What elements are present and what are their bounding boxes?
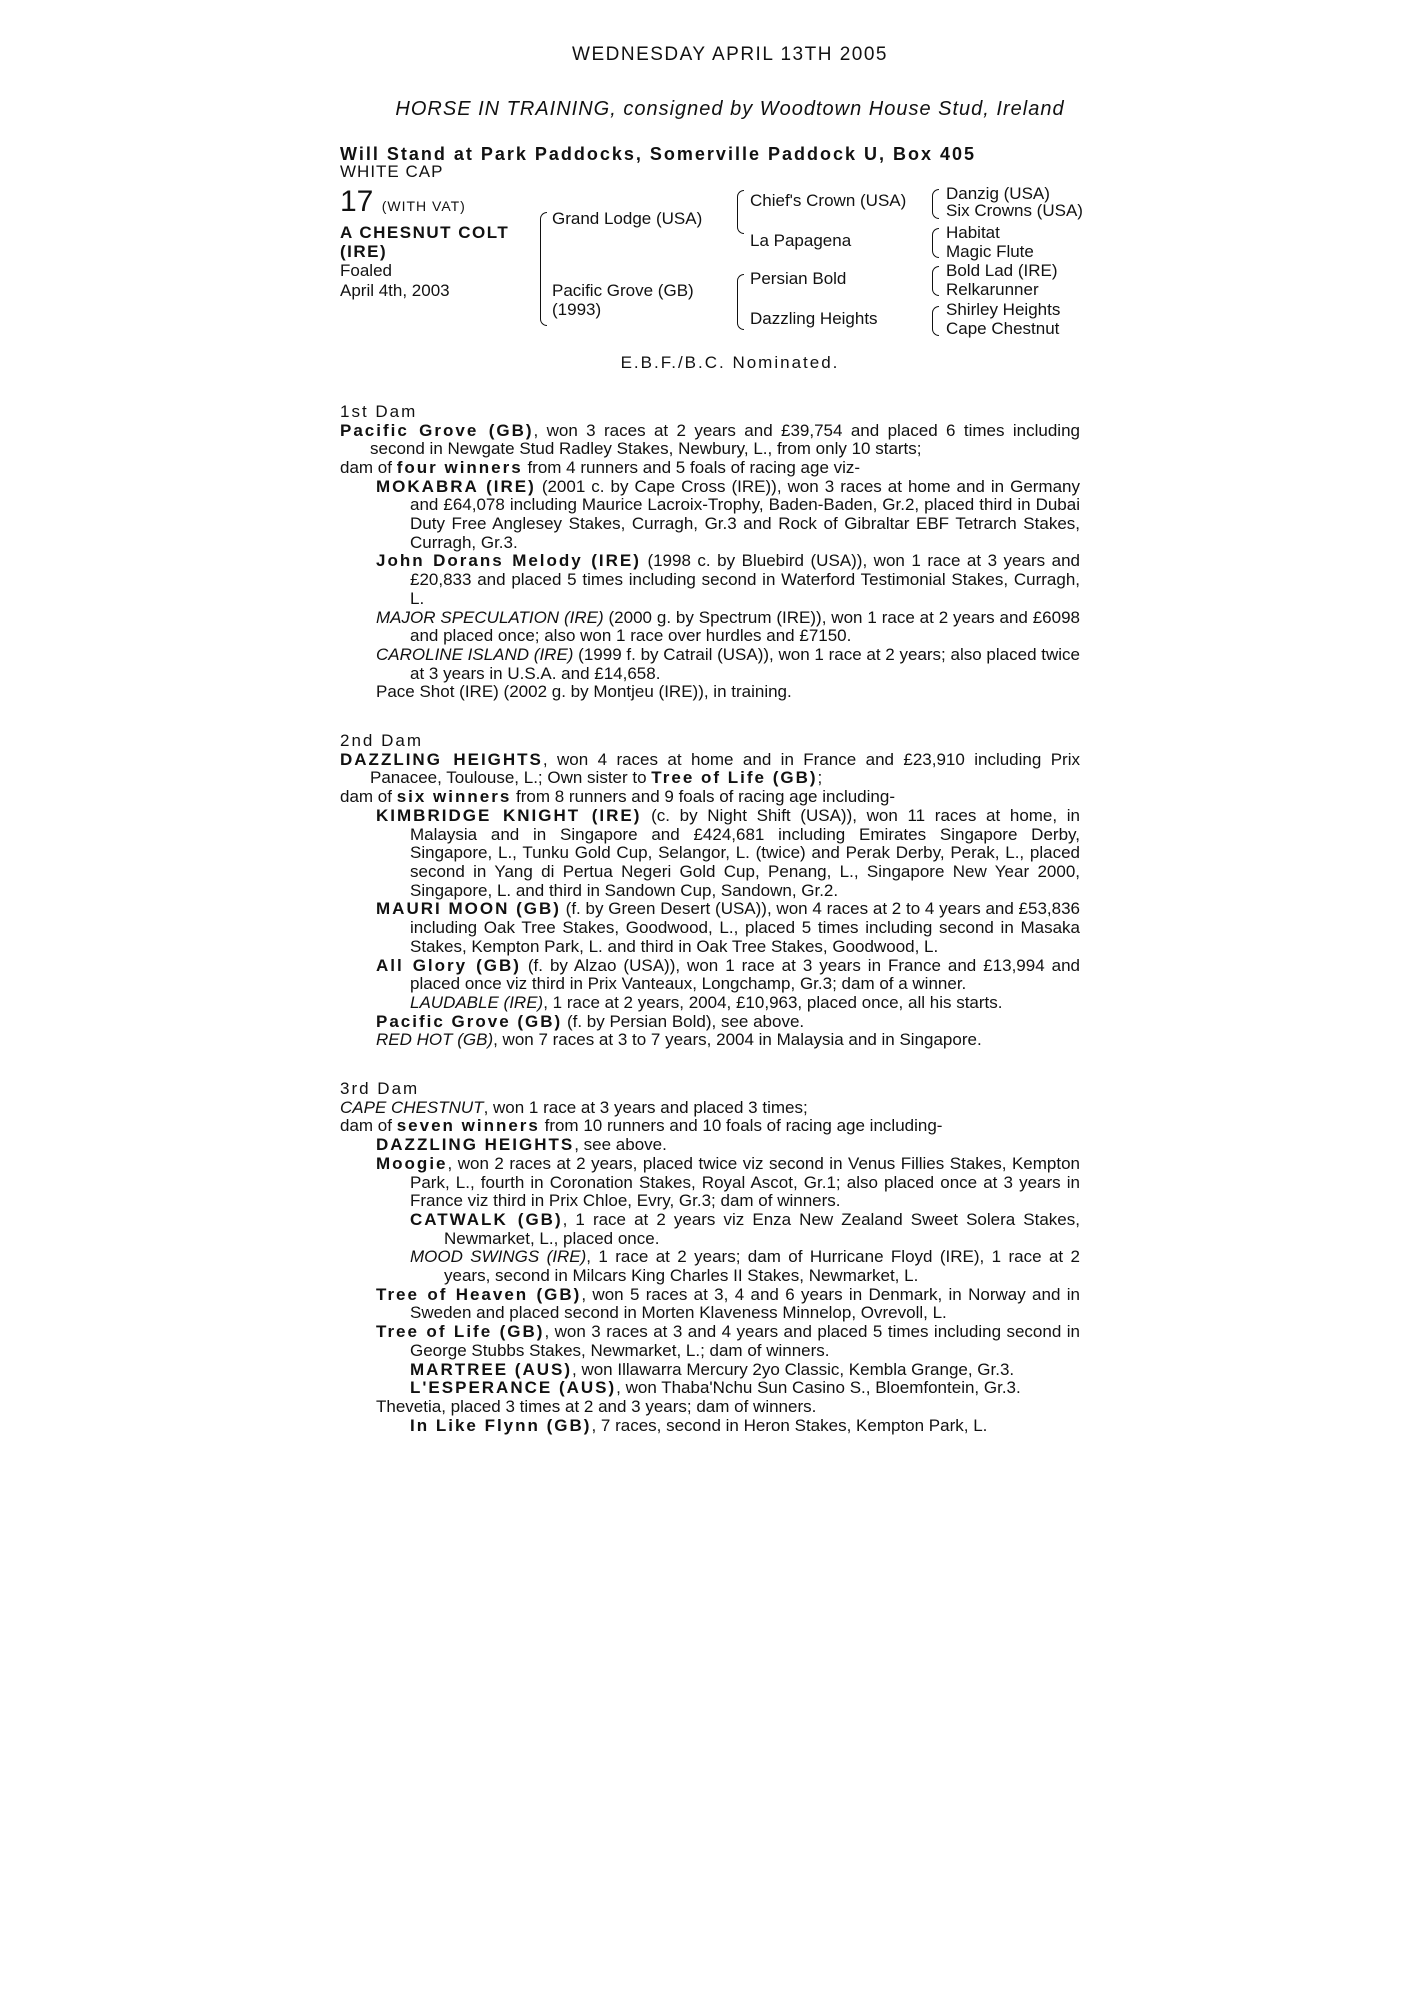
produce-name: CATWALK (GB) <box>410 1209 563 1229</box>
dam: Pacific Grove (GB) (1993) <box>552 281 694 319</box>
second-dam-name: DAZZLING HEIGHTS <box>340 749 543 769</box>
produce-entry <box>340 994 1080 1013</box>
produce-entry <box>340 1417 1080 1436</box>
g3-bold-lad: Bold Lad (IRE) <box>946 261 1058 281</box>
stand-location: Will Stand at Park Paddocks, Somerville Paddock U, Box 405 <box>340 143 977 164</box>
catalogue-page <box>340 44 1083 1435</box>
produce-entry <box>340 807 1080 901</box>
lot-description: A CHESNUT COLT (IRE) <box>340 223 510 261</box>
produce-record: (f. by Green Desert (USA)), won 4 races at 2 to 4 years and £53,836 including Oak Tree Stakes, Goodwood, L., placed 5 times including second in Masaka Stakes, Kempton Park, L. and third in Oak Tree Stakes, Goodwood, L. <box>410 899 1081 956</box>
pedigree-table <box>340 184 1083 354</box>
produce-entry <box>340 1248 1080 1285</box>
first-dam-heading: 1st Dam <box>340 401 418 421</box>
produce-entry <box>340 1136 1080 1155</box>
produce-name: John Dorans Melody (IRE) <box>376 551 641 571</box>
g3-six-crowns: Six Crowns (USA) <box>946 201 1083 221</box>
produce-record: , 7 races, second in Heron Stakes, Kempton Park, L. <box>591 1415 988 1435</box>
sire-dam: La Papagena <box>750 231 852 251</box>
produce-record: (1999 f. by Catrail (USA)), won 1 race at 2 years; also placed twice at 3 years in U.S.A. and £14,658. <box>410 644 1080 683</box>
cap-color: WHITE CAP <box>340 162 444 182</box>
first-dam-produce-list <box>340 478 1080 702</box>
first-dam-name: Pacific Grove (GB) <box>340 420 534 440</box>
g3-relkarunner: Relkarunner <box>946 280 1039 300</box>
produce-record: (2001 c. by Cape Cross (IRE)), won 3 races at home and in Germany and £64,078 including Maurice Lacroix-Trophy, Baden-Baden, Gr.2, placed third in Dubai Duty Free Anglesey Stakes, Curragh, Gr.3 and Rock of Gibraltar EBF Tetrarch Stakes, Curragh, Gr.3. <box>410 476 1080 552</box>
produce-record: (f. by Persian Bold), see above. <box>562 1011 805 1031</box>
second-dam-summary: DAZZLING HEIGHTS, won 4 races at home and in France and £23,910 including Prix Panacee, Toulouse, L.; Own sister to Tree of Life (GB); <box>340 749 1080 788</box>
produce-record: (2000 g. by Spectrum (IRE)), won 1 race at 2 years and £6098 and placed once; also won 1 race over hurdles and £7150. <box>410 607 1081 646</box>
third-dam-produce-count: dam of seven winners from 10 runners and 10 foals of racing age including- <box>340 1116 943 1136</box>
produce-name: MOKABRA (IRE) <box>376 476 536 496</box>
produce-name: MARTREE (AUS) <box>410 1359 572 1379</box>
second-dam-produce-list <box>340 807 1080 1050</box>
produce-entry <box>340 609 1080 646</box>
lot-number-line <box>340 186 466 222</box>
second-dam-section <box>340 732 1080 1050</box>
g3-magic-flute: Magic Flute <box>946 242 1034 262</box>
produce-entry <box>340 1286 1080 1323</box>
produce-name: KIMBRIDGE KNIGHT (IRE) <box>376 805 642 825</box>
sire-dam-brace <box>540 212 547 326</box>
produce-entry <box>340 957 1080 994</box>
produce-record: , won 5 races at 3, 4 and 6 years in Denmark, in Norway and in Sweden and placed second in Morten Klaveness Minnelop, Ovrevoll, L. <box>410 1284 1080 1323</box>
produce-record: , won Thaba'Nchu Sun Casino S., Bloemfontein, Gr.3. <box>616 1378 1021 1398</box>
g3-brace-4 <box>932 306 939 336</box>
produce-entry <box>340 552 1080 608</box>
g3-brace-2 <box>932 228 939 258</box>
produce-record: , 1 race at 2 years; dam of Hurricane Floyd (IRE), 1 race at 2 years, second in Milcars King Charles II Stakes, Newmarket, L. <box>444 1247 1080 1286</box>
sale-date: WEDNESDAY APRIL 13TH 2005 <box>572 44 888 65</box>
produce-entry <box>340 683 1080 702</box>
nomination-note: E.B.F./B.C. Nominated. <box>620 353 840 373</box>
consignment-line: HORSE IN TRAINING, consigned by Woodtown House Stud, Ireland <box>395 98 1065 120</box>
g3-danzig: Danzig (USA) <box>946 184 1050 204</box>
sire-line-brace <box>737 190 744 234</box>
produce-entry <box>340 900 1080 956</box>
produce-entry <box>340 1155 1080 1211</box>
lot-number: 17 <box>340 185 374 219</box>
first-dam-record: , won 3 races at 2 years and £39,754 and placed 6 times including second in Newgate Stud Radley Stakes, Newbury, L., from only 10 starts; <box>370 420 1080 459</box>
produce-record: (1998 c. by Bluebird (USA)), won 1 race at 3 years and £20,833 and placed 5 times including second in Waterford Testimonial Stakes, Curragh, L. <box>410 551 1080 608</box>
third-dam-heading: 3rd Dam <box>340 1079 420 1099</box>
first-dam-produce-count: dam of four winners from 4 runners and 5 foals of racing age viz- <box>340 457 861 477</box>
produce-name: Tree of Heaven (GB) <box>376 1284 582 1304</box>
produce-entry <box>340 646 1080 683</box>
sire: Grand Lodge (USA) <box>552 209 703 229</box>
produce-name: DAZZLING HEIGHTS <box>376 1135 575 1155</box>
produce-name: Tree of Life (GB) <box>376 1322 545 1342</box>
produce-record: , won 2 races at 2 years, placed twice viz second in Venus Fillies Stakes, Kempton Park, L., fourth in Coronation Stakes, Royal Ascot, Gr.1; also placed once at 3 years in France viz third in Prix Chloe, Evry, Gr.3; dam of winners. <box>410 1153 1080 1211</box>
produce-entry <box>340 1211 1080 1248</box>
produce-name: Pacific Grove (GB) <box>376 1011 563 1031</box>
dam-dam: Dazzling Heights <box>750 309 878 329</box>
produce-name: MAJOR SPECULATION (IRE) <box>376 607 604 627</box>
produce-entry <box>340 1361 1080 1380</box>
produce-entry <box>340 1398 1080 1417</box>
produce-entry <box>340 1323 1080 1360</box>
second-dam-produce-count: dam of six winners from 8 runners and 9 foals of racing age including- <box>340 787 895 807</box>
produce-record: , won Illawarra Mercury 2yo Classic, Kembla Grange, Gr.3. <box>572 1359 1015 1379</box>
foaled-date: April 4th, 2003 <box>340 281 450 301</box>
third-dam-section <box>340 1080 1080 1435</box>
second-dam-heading: 2nd Dam <box>340 731 423 751</box>
produce-record: , won 7 races at 3 to 7 years, 2004 in Malaysia and in Singapore. <box>493 1030 982 1050</box>
produce-entry <box>340 1379 1080 1398</box>
dam-sire: Persian Bold <box>750 269 847 289</box>
produce-record: , placed 3 times at 2 and 3 years; dam of winners. <box>441 1396 817 1416</box>
produce-record: , 1 race at 2 years viz Enza New Zealand Sweet Solera Stakes, Newmarket, L., placed once. <box>444 1209 1080 1248</box>
produce-record: , 1 race at 2 years, 2004, £10,963, placed once, all his starts. <box>543 992 1003 1012</box>
third-dam-summary: CAPE CHESTNUT, won 1 race at 3 years and placed 3 times; <box>340 1097 808 1117</box>
sire-sire: Chief's Crown (USA) <box>750 191 907 211</box>
g3-cape-chestnut: Cape Chestnut <box>946 319 1060 339</box>
produce-name: RED HOT (GB) <box>376 1030 494 1050</box>
produce-entry <box>340 478 1080 553</box>
g3-habitat: Habitat <box>946 223 1000 243</box>
third-dam-name: CAPE CHESTNUT <box>340 1097 484 1117</box>
produce-name: Moogie <box>376 1153 448 1173</box>
produce-name: MAURI MOON (GB) <box>376 899 561 919</box>
produce-record: , see above. <box>574 1135 667 1155</box>
produce-name: L'ESPERANCE (AUS) <box>410 1378 617 1398</box>
dam-line-brace <box>737 274 744 330</box>
vat-note: (WITH VAT) <box>381 198 466 215</box>
first-dam-summary <box>340 422 1080 459</box>
produce-name: CAROLINE ISLAND (IRE) <box>376 644 574 664</box>
produce-name: LAUDABLE (IRE) <box>410 992 544 1012</box>
foaled-label: Foaled <box>340 261 392 281</box>
g3-shirley-heights: Shirley Heights <box>946 300 1061 320</box>
produce-name: All Glory (GB) <box>376 955 521 975</box>
g3-brace-1 <box>932 189 939 219</box>
produce-record: (c. by Night Shift (USA)), won 11 races at home, in Malaysia and in Singapore and £424,681 including Emirates Singapore Derby, Singapore, L., Tunku Gold Cup, Selangor, L. (twice) and Perak Derby, Perak, L., placed second in Yang di Pertua Negeri Gold Cup, Penang, L., Singapore New Year 2000, Singapore, L. and third in Sandown Cup, Sandown, Gr.2. <box>410 805 1081 900</box>
third-dam-produce-list <box>340 1136 1080 1435</box>
produce-name: Thevetia <box>376 1396 442 1416</box>
first-dam-section <box>340 403 1080 702</box>
g3-brace-3 <box>932 266 939 296</box>
produce-entry <box>340 1031 1080 1050</box>
produce-name: MOOD SWINGS (IRE) <box>410 1247 587 1267</box>
produce-entry <box>340 1013 1080 1032</box>
produce-record: (2002 g. by Montjeu (IRE)), in training. <box>498 682 792 702</box>
produce-name: In Like Flynn (GB) <box>410 1415 592 1435</box>
produce-record: (f. by Alzao (USA)), won 1 race at 3 years in France and £13,994 and placed once viz third in Prix Vanteaux, Longchamp, Gr.3; dam of a winner. <box>410 955 1080 994</box>
produce-record: , won 3 races at 3 and 4 years and placed 5 times including second in George Stubbs Stakes, Newmarket, L.; dam of winners. <box>410 1322 1080 1360</box>
produce-name: Pace Shot (IRE) <box>376 682 499 702</box>
